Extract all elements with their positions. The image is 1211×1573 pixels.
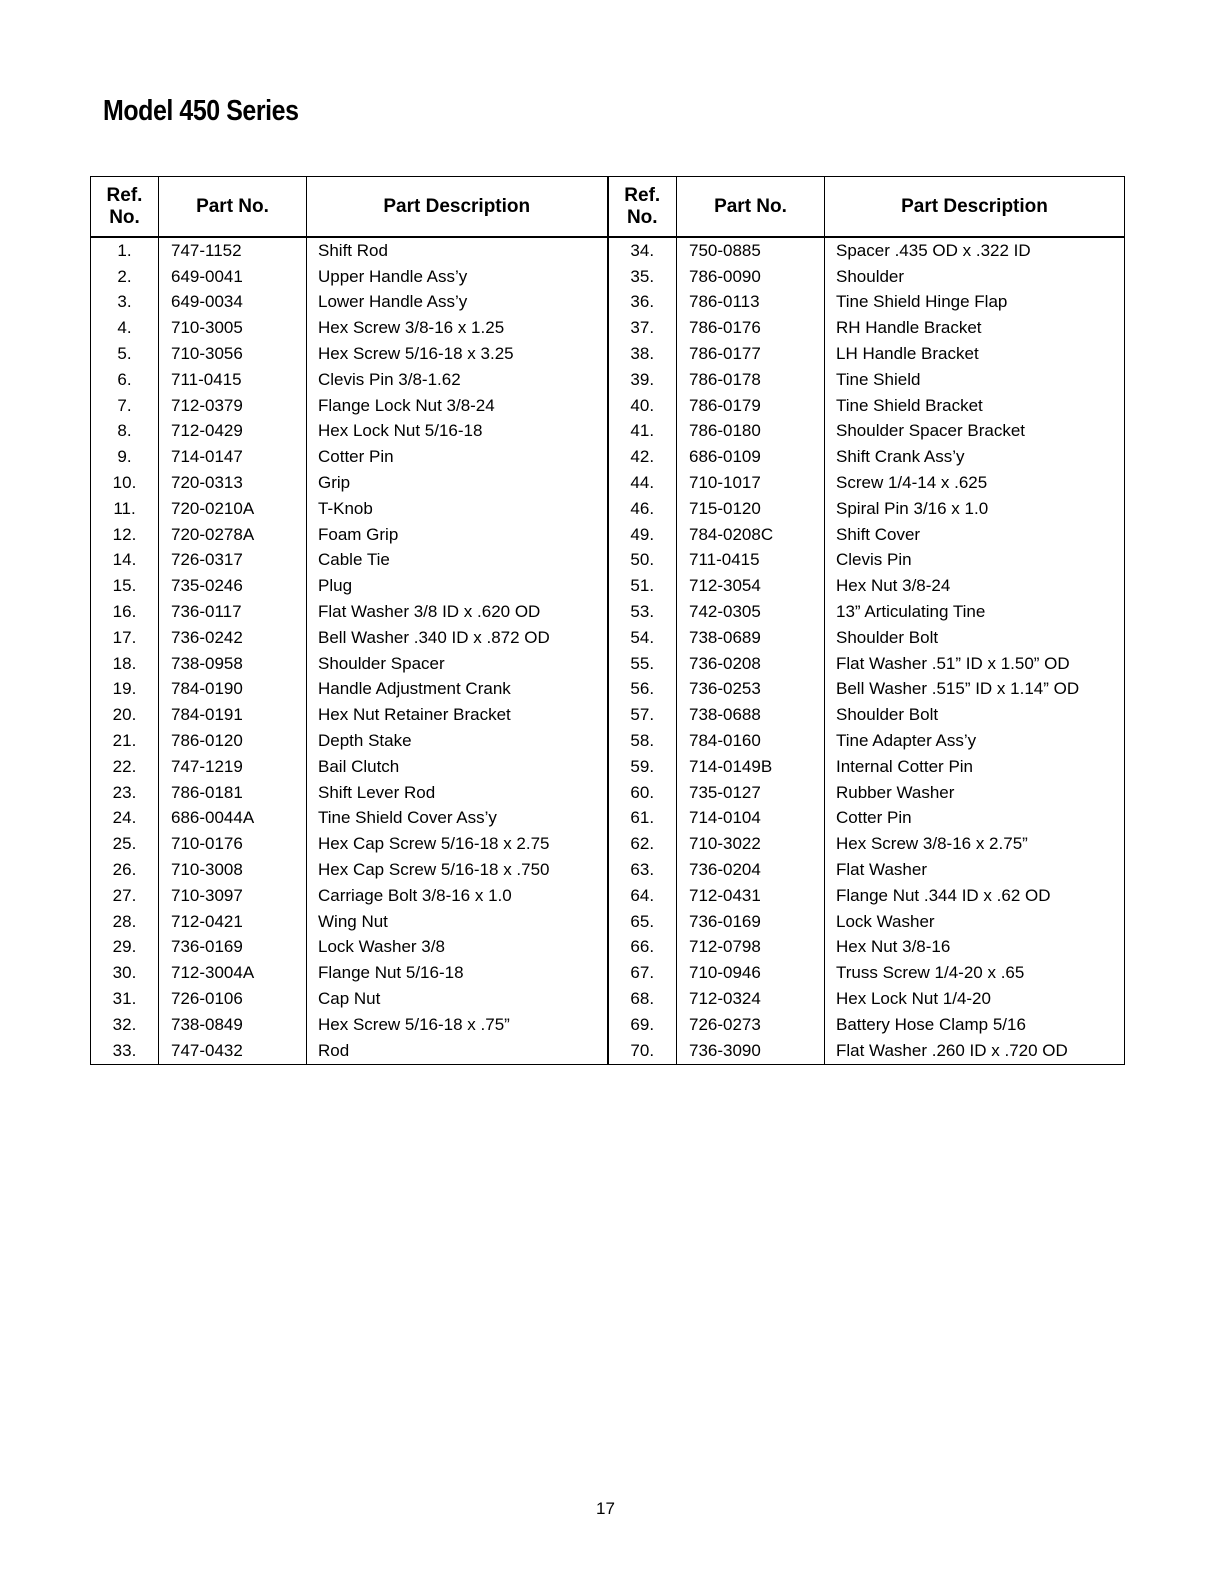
part-number-cell: 710-0946 [677, 960, 825, 986]
header-ref-no-right: Ref. No. [608, 177, 677, 238]
header-description-right: Part Description [825, 177, 1125, 238]
ref-number-cell: 4. [91, 315, 159, 341]
table-row [91, 599, 1125, 625]
part-number-cell: 720-0278A [159, 522, 307, 548]
part-description-cell: Tine Shield Cover Ass’y [307, 806, 608, 832]
part-number-cell: 750-0885 [677, 237, 825, 264]
part-description-cell: Bell Washer .340 ID x .872 OD [307, 625, 608, 651]
part-description-cell: Tine Adapter Ass’y [825, 728, 1125, 754]
table-row [91, 264, 1125, 290]
ref-number-cell: 28. [91, 909, 159, 935]
part-number-cell: 742-0305 [677, 599, 825, 625]
ref-number-cell: 40. [608, 393, 677, 419]
part-description-cell: T-Knob [307, 496, 608, 522]
part-description-cell: Screw 1/4-14 x .625 [825, 470, 1125, 496]
parts-table [90, 176, 1125, 1065]
part-description-cell: Hex Nut 3/8-16 [825, 935, 1125, 961]
table-row [91, 548, 1125, 574]
part-number-cell: 710-1017 [677, 470, 825, 496]
part-number-cell: 784-0160 [677, 728, 825, 754]
ref-number-cell: 57. [608, 702, 677, 728]
part-description-cell: Shoulder Bolt [825, 702, 1125, 728]
ref-number-cell: 17. [91, 625, 159, 651]
part-description-cell: Shift Cover [825, 522, 1125, 548]
part-description-cell: Plug [307, 573, 608, 599]
part-number-cell: 649-0041 [159, 264, 307, 290]
part-number-cell: 712-0421 [159, 909, 307, 935]
ref-number-cell: 58. [608, 728, 677, 754]
part-description-cell: Tine Shield [825, 367, 1125, 393]
ref-number-cell: 60. [608, 780, 677, 806]
table-row [91, 315, 1125, 341]
part-number-cell: 736-3090 [677, 1038, 825, 1064]
part-number-cell: 786-0179 [677, 393, 825, 419]
part-description-cell: Bell Washer .515” ID x 1.14” OD [825, 677, 1125, 703]
ref-number-cell: 53. [608, 599, 677, 625]
part-description-cell: Bail Clutch [307, 754, 608, 780]
header-description-left: Part Description [307, 177, 608, 238]
part-number-cell: 747-1219 [159, 754, 307, 780]
part-number-cell: 710-3008 [159, 857, 307, 883]
part-description-cell: Depth Stake [307, 728, 608, 754]
part-description-cell: Grip [307, 470, 608, 496]
part-description-cell: Cable Tie [307, 548, 608, 574]
ref-number-cell: 29. [91, 935, 159, 961]
table-row [91, 986, 1125, 1012]
part-number-cell: 736-0204 [677, 857, 825, 883]
ref-number-cell: 14. [91, 548, 159, 574]
table-row [91, 702, 1125, 728]
part-description-cell: RH Handle Bracket [825, 315, 1125, 341]
part-description-cell: Hex Screw 5/16-18 x 3.25 [307, 341, 608, 367]
part-number-cell: 738-0958 [159, 651, 307, 677]
part-number-cell: 710-3097 [159, 883, 307, 909]
part-number-cell: 712-3054 [677, 573, 825, 599]
table-row [91, 625, 1125, 651]
part-number-cell: 714-0147 [159, 444, 307, 470]
part-description-cell: Clevis Pin [825, 548, 1125, 574]
ref-number-cell: 32. [91, 1012, 159, 1038]
ref-number-cell: 39. [608, 367, 677, 393]
table-row [91, 651, 1125, 677]
part-number-cell: 712-0798 [677, 935, 825, 961]
part-number-cell: 784-0190 [159, 677, 307, 703]
table-row [91, 806, 1125, 832]
part-description-cell: Shoulder [825, 264, 1125, 290]
table-row [91, 754, 1125, 780]
table-row [91, 573, 1125, 599]
part-description-cell: Hex Nut Retainer Bracket [307, 702, 608, 728]
part-number-cell: 736-0208 [677, 651, 825, 677]
part-number-cell: 726-0106 [159, 986, 307, 1012]
part-number-cell: 726-0273 [677, 1012, 825, 1038]
table-row [91, 290, 1125, 316]
part-description-cell: Shoulder Spacer [307, 651, 608, 677]
part-description-cell: Upper Handle Ass’y [307, 264, 608, 290]
table-row [91, 496, 1125, 522]
ref-number-cell: 20. [91, 702, 159, 728]
table-row [91, 909, 1125, 935]
part-number-cell: 720-0210A [159, 496, 307, 522]
ref-number-cell: 56. [608, 677, 677, 703]
ref-number-cell: 63. [608, 857, 677, 883]
part-number-cell: 738-0689 [677, 625, 825, 651]
part-number-cell: 712-3004A [159, 960, 307, 986]
part-number-cell: 714-0104 [677, 806, 825, 832]
parts-table-body [91, 237, 1125, 1064]
ref-number-cell: 46. [608, 496, 677, 522]
table-row [91, 367, 1125, 393]
part-description-cell: 13” Articulating Tine [825, 599, 1125, 625]
ref-number-cell: 67. [608, 960, 677, 986]
part-description-cell: Shoulder Spacer Bracket [825, 419, 1125, 445]
ref-number-cell: 27. [91, 883, 159, 909]
ref-number-cell: 51. [608, 573, 677, 599]
table-row [91, 677, 1125, 703]
table-row [91, 470, 1125, 496]
part-description-cell: Flat Washer [825, 857, 1125, 883]
table-row [91, 1038, 1125, 1064]
header-ref-no-left: Ref. No. [91, 177, 159, 238]
part-number-cell: 786-0120 [159, 728, 307, 754]
part-number-cell: 784-0191 [159, 702, 307, 728]
part-description-cell: Shift Rod [307, 237, 608, 264]
part-description-cell: Lock Washer [825, 909, 1125, 935]
part-description-cell: Hex Cap Screw 5/16-18 x .750 [307, 857, 608, 883]
table-row [91, 960, 1125, 986]
ref-number-cell: 50. [608, 548, 677, 574]
table-row [91, 857, 1125, 883]
ref-number-cell: 64. [608, 883, 677, 909]
page-number: 17 [596, 1499, 615, 1518]
part-description-cell: Cotter Pin [307, 444, 608, 470]
ref-number-cell: 3. [91, 290, 159, 316]
part-number-cell: 736-0169 [159, 935, 307, 961]
part-description-cell: Hex Screw 3/8-16 x 2.75” [825, 831, 1125, 857]
table-row [91, 780, 1125, 806]
part-number-cell: 736-0253 [677, 677, 825, 703]
part-number-cell: 712-0429 [159, 419, 307, 445]
header-part-no-right: Part No. [677, 177, 825, 238]
ref-number-cell: 61. [608, 806, 677, 832]
ref-number-cell: 24. [91, 806, 159, 832]
part-number-cell: 714-0149B [677, 754, 825, 780]
part-description-cell: Wing Nut [307, 909, 608, 935]
part-description-cell: Tine Shield Bracket [825, 393, 1125, 419]
ref-number-cell: 18. [91, 651, 159, 677]
table-row [91, 935, 1125, 961]
part-description-cell: Hex Screw 5/16-18 x .75” [307, 1012, 608, 1038]
ref-number-cell: 59. [608, 754, 677, 780]
part-description-cell: Flat Washer .260 ID x .720 OD [825, 1038, 1125, 1064]
ref-number-cell: 41. [608, 419, 677, 445]
ref-number-cell: 16. [91, 599, 159, 625]
ref-number-cell: 12. [91, 522, 159, 548]
table-row [91, 237, 1125, 264]
ref-number-cell: 8. [91, 419, 159, 445]
ref-number-cell: 1. [91, 237, 159, 264]
ref-number-cell: 44. [608, 470, 677, 496]
ref-number-cell: 54. [608, 625, 677, 651]
part-description-cell: Rubber Washer [825, 780, 1125, 806]
table-row [91, 341, 1125, 367]
part-number-cell: 736-0169 [677, 909, 825, 935]
ref-number-cell: 70. [608, 1038, 677, 1064]
table-row [91, 883, 1125, 909]
part-number-cell: 786-0181 [159, 780, 307, 806]
part-number-cell: 720-0313 [159, 470, 307, 496]
part-description-cell: Lock Washer 3/8 [307, 935, 608, 961]
ref-number-cell: 42. [608, 444, 677, 470]
part-number-cell: 747-0432 [159, 1038, 307, 1064]
ref-number-cell: 26. [91, 857, 159, 883]
table-row [91, 393, 1125, 419]
table-row [91, 419, 1125, 445]
part-number-cell: 735-0246 [159, 573, 307, 599]
part-number-cell: 712-0379 [159, 393, 307, 419]
part-number-cell: 735-0127 [677, 780, 825, 806]
part-number-cell: 710-3005 [159, 315, 307, 341]
part-number-cell: 736-0242 [159, 625, 307, 651]
part-description-cell: Hex Cap Screw 5/16-18 x 2.75 [307, 831, 608, 857]
part-description-cell: Spiral Pin 3/16 x 1.0 [825, 496, 1125, 522]
part-number-cell: 726-0317 [159, 548, 307, 574]
ref-number-cell: 65. [608, 909, 677, 935]
table-row [91, 1012, 1125, 1038]
ref-number-cell: 21. [91, 728, 159, 754]
part-number-cell: 686-0044A [159, 806, 307, 832]
ref-number-cell: 2. [91, 264, 159, 290]
part-number-cell: 786-0176 [677, 315, 825, 341]
ref-number-cell: 33. [91, 1038, 159, 1064]
ref-number-cell: 69. [608, 1012, 677, 1038]
part-description-cell: Flange Lock Nut 3/8-24 [307, 393, 608, 419]
ref-number-cell: 10. [91, 470, 159, 496]
part-number-cell: 711-0415 [159, 367, 307, 393]
part-description-cell: Flat Washer .51” ID x 1.50” OD [825, 651, 1125, 677]
page-title: Model 450 Series [103, 95, 299, 127]
header-part-no-left: Part No. [159, 177, 307, 238]
part-description-cell: Battery Hose Clamp 5/16 [825, 1012, 1125, 1038]
ref-number-cell: 31. [91, 986, 159, 1012]
ref-number-cell: 11. [91, 496, 159, 522]
part-description-cell: Carriage Bolt 3/8-16 x 1.0 [307, 883, 608, 909]
part-number-cell: 786-0177 [677, 341, 825, 367]
ref-number-cell: 19. [91, 677, 159, 703]
part-description-cell: Cotter Pin [825, 806, 1125, 832]
ref-number-cell: 66. [608, 935, 677, 961]
ref-number-cell: 34. [608, 237, 677, 264]
part-number-cell: 649-0034 [159, 290, 307, 316]
part-description-cell: Flat Washer 3/8 ID x .620 OD [307, 599, 608, 625]
ref-number-cell: 49. [608, 522, 677, 548]
part-description-cell: Hex Screw 3/8-16 x 1.25 [307, 315, 608, 341]
part-number-cell: 736-0117 [159, 599, 307, 625]
part-description-cell: Hex Nut 3/8-24 [825, 573, 1125, 599]
ref-number-cell: 62. [608, 831, 677, 857]
part-description-cell: Tine Shield Hinge Flap [825, 290, 1125, 316]
ref-number-cell: 9. [91, 444, 159, 470]
part-description-cell: Flange Nut .344 ID x .62 OD [825, 883, 1125, 909]
ref-number-cell: 37. [608, 315, 677, 341]
part-description-cell: Hex Lock Nut 1/4-20 [825, 986, 1125, 1012]
part-number-cell: 747-1152 [159, 237, 307, 264]
part-description-cell: Hex Lock Nut 5/16-18 [307, 419, 608, 445]
ref-number-cell: 68. [608, 986, 677, 1012]
part-number-cell: 710-0176 [159, 831, 307, 857]
part-number-cell: 786-0113 [677, 290, 825, 316]
part-number-cell: 715-0120 [677, 496, 825, 522]
ref-number-cell: 15. [91, 573, 159, 599]
part-description-cell: Clevis Pin 3/8-1.62 [307, 367, 608, 393]
table-header-row [91, 177, 1125, 238]
part-number-cell: 738-0849 [159, 1012, 307, 1038]
ref-number-cell: 7. [91, 393, 159, 419]
ref-number-cell: 30. [91, 960, 159, 986]
part-description-cell: Shoulder Bolt [825, 625, 1125, 651]
part-number-cell: 738-0688 [677, 702, 825, 728]
part-description-cell: Rod [307, 1038, 608, 1064]
part-description-cell: Internal Cotter Pin [825, 754, 1125, 780]
ref-number-cell: 6. [91, 367, 159, 393]
part-number-cell: 786-0178 [677, 367, 825, 393]
ref-number-cell: 35. [608, 264, 677, 290]
ref-number-cell: 23. [91, 780, 159, 806]
ref-number-cell: 5. [91, 341, 159, 367]
ref-number-cell: 55. [608, 651, 677, 677]
part-number-cell: 710-3022 [677, 831, 825, 857]
part-description-cell: Flange Nut 5/16-18 [307, 960, 608, 986]
part-description-cell: Truss Screw 1/4-20 x .65 [825, 960, 1125, 986]
part-description-cell: Handle Adjustment Crank [307, 677, 608, 703]
ref-number-cell: 25. [91, 831, 159, 857]
ref-number-cell: 36. [608, 290, 677, 316]
part-number-cell: 786-0090 [677, 264, 825, 290]
part-number-cell: 712-0431 [677, 883, 825, 909]
part-number-cell: 711-0415 [677, 548, 825, 574]
part-number-cell: 710-3056 [159, 341, 307, 367]
part-number-cell: 786-0180 [677, 419, 825, 445]
part-description-cell: Spacer .435 OD x .322 ID [825, 237, 1125, 264]
table-row [91, 831, 1125, 857]
part-description-cell: Shift Crank Ass’y [825, 444, 1125, 470]
table-row [91, 522, 1125, 548]
table-row [91, 444, 1125, 470]
table-row [91, 728, 1125, 754]
ref-number-cell: 22. [91, 754, 159, 780]
part-description-cell: Foam Grip [307, 522, 608, 548]
part-description-cell: Lower Handle Ass’y [307, 290, 608, 316]
part-number-cell: 712-0324 [677, 986, 825, 1012]
ref-number-cell: 38. [608, 341, 677, 367]
part-description-cell: LH Handle Bracket [825, 341, 1125, 367]
part-number-cell: 686-0109 [677, 444, 825, 470]
part-description-cell: Shift Lever Rod [307, 780, 608, 806]
part-number-cell: 784-0208C [677, 522, 825, 548]
part-description-cell: Cap Nut [307, 986, 608, 1012]
